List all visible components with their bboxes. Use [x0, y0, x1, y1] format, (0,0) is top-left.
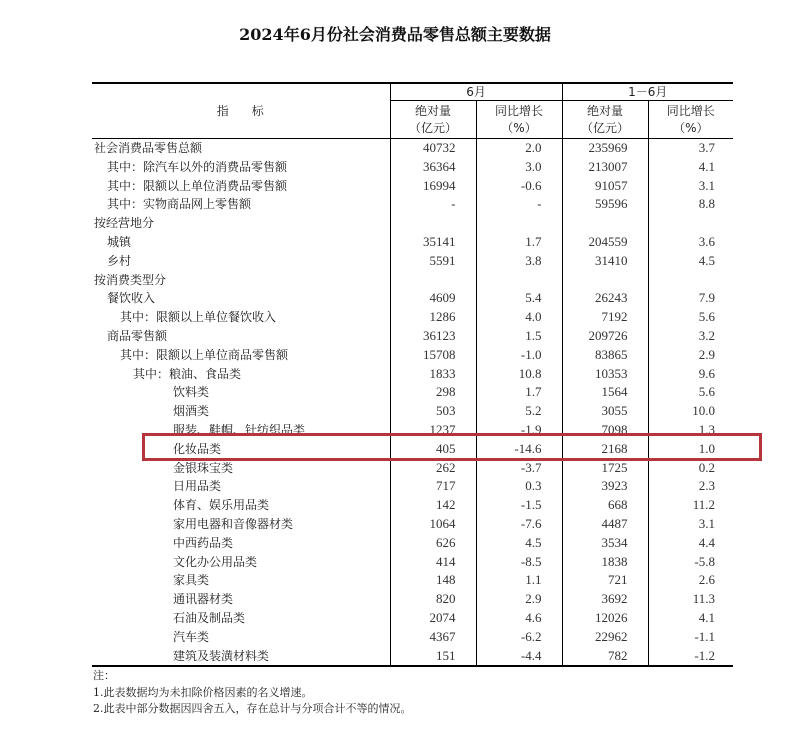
- row-label: 化妆品类: [92, 440, 390, 459]
- note-item: 2.此表中部分数据因四舍五入，存在总计与分项合计不等的情况。: [93, 702, 412, 715]
- row-label: 其中：除汽车以外的消费品零售额: [92, 158, 390, 177]
- ytd-absolute-value: 3534: [562, 534, 648, 553]
- row-label: 体育、娱乐用品类: [92, 496, 390, 515]
- ytd-yoy-value: 7.9: [698, 290, 716, 306]
- note-item: 1.此表数据均为未扣除价格因素的名义增速。: [93, 685, 313, 699]
- ytd-yoy-value: 3.7: [648, 139, 733, 158]
- june-absolute-value: 503: [390, 402, 476, 421]
- ytd-yoy-value: 4.1: [698, 158, 716, 174]
- june-yoy-value: [476, 271, 562, 290]
- table-row: [92, 139, 733, 158]
- ytd-absolute-value: 204559: [562, 233, 648, 252]
- header-ytd-absolute: 绝对量 （亿元）: [562, 101, 648, 139]
- ytd-absolute-value: 22962: [562, 628, 648, 647]
- ytd-yoy-value: 1.3: [698, 421, 716, 437]
- june-absolute-value: 1064: [390, 515, 476, 534]
- ytd-yoy-value: 3.6: [698, 233, 716, 249]
- ytd-yoy-value: 9.6: [698, 365, 716, 381]
- table-row: [92, 327, 733, 346]
- june-absolute-value: 15708: [390, 346, 476, 365]
- row-label: 石油及制品类: [92, 609, 390, 628]
- table-row: [92, 158, 733, 177]
- june-absolute-value: 626: [390, 534, 476, 553]
- header-june-yoy: 同比增长 （%）: [476, 101, 562, 139]
- june-yoy-value: 3.0: [476, 158, 562, 177]
- ytd-yoy-value: 3.2: [698, 327, 716, 343]
- header-ytd-yoy: 同比增长 （%）: [666, 104, 715, 135]
- table-row: [92, 402, 733, 421]
- june-yoy-value: 4.6: [476, 609, 562, 628]
- june-yoy-value: -1.5: [476, 496, 562, 515]
- table-row: [92, 365, 733, 384]
- table-row: [92, 609, 733, 628]
- table-row: [92, 628, 733, 647]
- header-group-jan-jun: 1－6月: [562, 83, 733, 101]
- table-row: [92, 459, 733, 478]
- ytd-absolute-value: 7098: [562, 421, 648, 440]
- row-label: 汽车类: [92, 628, 390, 647]
- row-label: 商品零售额: [92, 327, 390, 346]
- header-group-june: 6月: [390, 83, 562, 101]
- row-label: 家具类: [92, 571, 390, 590]
- ytd-yoy-value: -5.8: [694, 553, 716, 569]
- table-row: [92, 421, 733, 440]
- header-june-absolute: 绝对量 （亿元）: [390, 101, 476, 139]
- row-label: 通讯器材类: [92, 590, 390, 609]
- row-label: 其中：粮油、食品类: [92, 365, 390, 384]
- june-yoy-value: 4.5: [476, 534, 562, 553]
- june-absolute-value: 4609: [390, 289, 476, 308]
- table-row-highlighted: [92, 440, 733, 459]
- june-yoy-value: 0.3: [476, 477, 562, 496]
- table-row: [92, 177, 733, 196]
- ytd-absolute-value: 3692: [562, 590, 648, 609]
- ytd-absolute-value: 1725: [562, 459, 648, 478]
- june-absolute-value: [390, 214, 476, 233]
- ytd-yoy-value: [648, 214, 733, 233]
- retail-sales-table: [92, 82, 733, 667]
- june-yoy-value: 10.8: [476, 365, 562, 384]
- ytd-absolute-value: 12026: [562, 609, 648, 628]
- table-row: [92, 289, 733, 308]
- ytd-yoy-value: 10.0: [692, 403, 716, 419]
- table-row: [92, 233, 733, 252]
- row-label: 服装、鞋帽、针纺织品类: [92, 421, 390, 440]
- june-yoy-value: -7.6: [476, 515, 562, 534]
- june-yoy-value: -4.4: [476, 647, 562, 667]
- row-label: 建筑及装潢材料类: [92, 647, 390, 667]
- ytd-absolute-value: [562, 271, 648, 290]
- ytd-yoy-value: 5.6: [698, 309, 716, 325]
- june-absolute-value: 1237: [390, 421, 476, 440]
- june-yoy-value: -1.9: [476, 421, 562, 440]
- june-yoy-value: 5.2: [476, 402, 562, 421]
- ytd-absolute-value: 721: [562, 571, 648, 590]
- ytd-yoy-value: 2.6: [698, 572, 716, 588]
- row-label: 中西药品类: [92, 534, 390, 553]
- ytd-yoy-value: 4.1: [698, 609, 716, 625]
- june-yoy-value: -8.5: [476, 553, 562, 572]
- row-label: 按经营地分: [92, 214, 390, 233]
- row-label: 文化办公用品类: [92, 553, 390, 572]
- notes: [93, 668, 412, 718]
- ytd-yoy-value: 4.5: [698, 252, 716, 268]
- june-absolute-value: -: [390, 195, 476, 214]
- ytd-yoy-value: 11.3: [692, 591, 716, 607]
- ytd-absolute-value: 213007: [562, 158, 648, 177]
- page-title: 2024年6月份社会消费品零售总额主要数据: [239, 25, 551, 44]
- june-yoy-value: -: [476, 195, 562, 214]
- ytd-absolute-value: 59596: [562, 195, 648, 214]
- row-label: 餐饮收入: [92, 289, 390, 308]
- ytd-absolute-value: 3923: [562, 477, 648, 496]
- june-absolute-value: 148: [390, 571, 476, 590]
- table-body: [92, 139, 733, 667]
- ytd-yoy-value: 0.2: [698, 459, 716, 475]
- table-row: [92, 195, 733, 214]
- ytd-yoy-value: 11.2: [692, 497, 716, 513]
- ytd-absolute-value: 10353: [562, 365, 648, 384]
- row-label: 城镇: [92, 233, 390, 252]
- row-label: 日用品类: [92, 477, 390, 496]
- ytd-absolute-value: [562, 214, 648, 233]
- june-absolute-value: 820: [390, 590, 476, 609]
- table-row: [92, 308, 733, 327]
- ytd-yoy-value: -1.2: [648, 647, 733, 667]
- table-row: [92, 477, 733, 496]
- row-label: 家用电器和音像器材类: [92, 515, 390, 534]
- june-yoy-value: 2.0: [476, 139, 562, 158]
- june-absolute-value: 151: [390, 647, 476, 667]
- june-absolute-value: 5591: [390, 252, 476, 271]
- ytd-absolute-value: 2168: [562, 440, 648, 459]
- row-label: 饮料类: [92, 383, 390, 402]
- june-absolute-value: 405: [390, 440, 476, 459]
- row-label: 金银珠宝类: [92, 459, 390, 478]
- june-yoy-value: 2.9: [476, 590, 562, 609]
- ytd-absolute-value: 782: [562, 647, 648, 667]
- header-indicator: 指 标: [92, 83, 390, 139]
- june-yoy-value: -14.6: [476, 440, 562, 459]
- june-absolute-value: 2074: [390, 609, 476, 628]
- ytd-absolute-value: 235969: [562, 139, 648, 158]
- table-row: [92, 590, 733, 609]
- retail-sales-table-container: [92, 82, 733, 667]
- table-row: [92, 534, 733, 553]
- table-row: [92, 252, 733, 271]
- june-absolute-value: 142: [390, 496, 476, 515]
- june-absolute-value: 16994: [390, 177, 476, 196]
- ytd-yoy-value: 8.8: [698, 196, 716, 212]
- ytd-absolute-value: 1564: [562, 383, 648, 402]
- ytd-yoy-value: [648, 271, 733, 290]
- ytd-absolute-value: 26243: [562, 289, 648, 308]
- header-row-groups: [92, 83, 733, 101]
- table-row: [92, 515, 733, 534]
- table-row: [92, 214, 733, 233]
- ytd-yoy-value: 5.6: [698, 384, 716, 400]
- ytd-absolute-value: 91057: [562, 177, 648, 196]
- row-label: 社会消费品零售总额: [92, 139, 390, 158]
- june-absolute-value: 262: [390, 459, 476, 478]
- table-row: [92, 571, 733, 590]
- table-row: [92, 271, 733, 290]
- table-row: [92, 346, 733, 365]
- june-absolute-value: 36364: [390, 158, 476, 177]
- table-row: [92, 647, 733, 667]
- ytd-yoy-value: 2.3: [698, 478, 716, 494]
- june-yoy-value: -3.7: [476, 459, 562, 478]
- june-yoy-value: [476, 214, 562, 233]
- table-row: [92, 553, 733, 572]
- row-label: 其中：实物商品网上零售额: [92, 195, 390, 214]
- ytd-absolute-value: 1838: [562, 553, 648, 572]
- row-label: 其中：限额以上单位餐饮收入: [92, 308, 390, 327]
- june-absolute-value: 35141: [390, 233, 476, 252]
- june-yoy-value: -6.2: [476, 628, 562, 647]
- june-yoy-value: 1.5: [476, 327, 562, 346]
- row-label: 按消费类型分: [92, 271, 390, 290]
- ytd-absolute-value: 668: [562, 496, 648, 515]
- june-yoy-value: 1.1: [476, 571, 562, 590]
- ytd-absolute-value: 4487: [562, 515, 648, 534]
- june-absolute-value: 4367: [390, 628, 476, 647]
- ytd-yoy-value: -1.1: [694, 628, 716, 644]
- ytd-absolute-value: 3055: [562, 402, 648, 421]
- june-absolute-value: [390, 271, 476, 290]
- june-yoy-value: 1.7: [476, 383, 562, 402]
- ytd-yoy-value: 2.9: [698, 346, 716, 362]
- ytd-yoy-value: 3.1: [698, 515, 716, 531]
- june-yoy-value: 5.4: [476, 289, 562, 308]
- ytd-absolute-value: 209726: [562, 327, 648, 346]
- ytd-absolute-value: 83865: [562, 346, 648, 365]
- june-yoy-value: 4.0: [476, 308, 562, 327]
- row-label: 其中：限额以上单位商品零售额: [92, 346, 390, 365]
- table-row: [92, 383, 733, 402]
- ytd-yoy-value: 1.0: [698, 440, 716, 456]
- june-yoy-value: 3.8: [476, 252, 562, 271]
- june-absolute-value: 36123: [390, 327, 476, 346]
- june-absolute-value: 717: [390, 477, 476, 496]
- ytd-absolute-value: 7192: [562, 308, 648, 327]
- ytd-yoy-value: 4.4: [698, 534, 716, 550]
- june-absolute-value: 1833: [390, 365, 476, 384]
- notes-heading: 注：: [93, 669, 115, 682]
- june-yoy-value: 1.7: [476, 233, 562, 252]
- june-absolute-value: 298: [390, 383, 476, 402]
- row-label: 其中：限额以上单位消费品零售额: [92, 177, 390, 196]
- row-label: 烟酒类: [92, 402, 390, 421]
- june-yoy-value: -1.0: [476, 346, 562, 365]
- june-absolute-value: 1286: [390, 308, 476, 327]
- june-absolute-value: 414: [390, 553, 476, 572]
- ytd-absolute-value: 31410: [562, 252, 648, 271]
- ytd-yoy-value: 3.1: [698, 177, 716, 193]
- row-label: 乡村: [92, 252, 390, 271]
- table-row: [92, 496, 733, 515]
- june-yoy-value: -0.6: [476, 177, 562, 196]
- june-absolute-value: 40732: [390, 139, 476, 158]
